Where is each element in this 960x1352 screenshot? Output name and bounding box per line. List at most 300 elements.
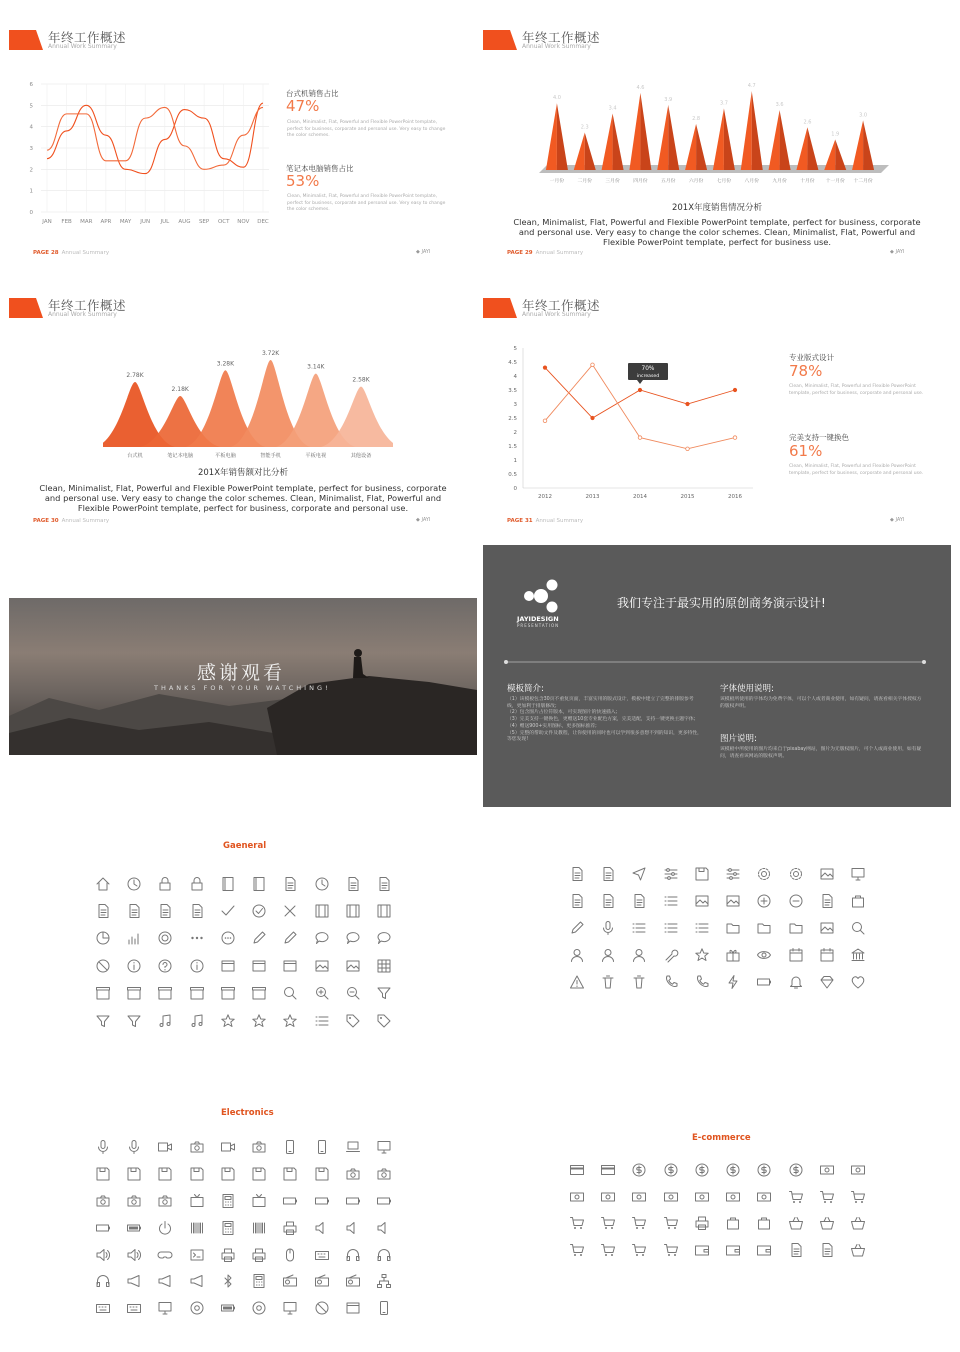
y-tick-label: 0 <box>29 210 33 216</box>
mouse-icon <box>275 1241 306 1268</box>
footer-logo: ◆ JAYI <box>890 249 905 255</box>
cam-icon <box>243 1134 274 1161</box>
list-icon <box>655 914 686 941</box>
cone-bar-shade <box>640 93 651 170</box>
x-tick-label: SEP <box>198 219 210 224</box>
thanks-slide <box>9 598 477 755</box>
minusc-icon <box>780 887 811 914</box>
cash-icon <box>749 1184 780 1211</box>
mobile-icon <box>306 1134 337 1161</box>
y-tick-label: 2.5 <box>508 416 517 422</box>
card-icon <box>592 1157 623 1184</box>
cart-icon <box>655 1210 686 1237</box>
data-label: 3.9 <box>664 96 673 103</box>
data-label: 3.14K <box>307 363 325 371</box>
x-tick-label: MAY <box>119 219 132 224</box>
mic-icon <box>592 914 623 941</box>
eye-icon <box>749 941 780 968</box>
intro-list <box>507 697 703 744</box>
gear-icon <box>749 860 780 887</box>
cone-bar-shade <box>780 110 791 170</box>
radio-icon <box>275 1268 306 1295</box>
windows-icon <box>212 952 243 979</box>
x-tick-label: OCT <box>217 219 230 224</box>
series-line <box>47 107 263 169</box>
cone-bar-shade <box>863 120 874 170</box>
folder-icon <box>780 914 811 941</box>
icon-grid-ecommerce <box>561 1157 874 1263</box>
slide-title: 年终工作概述 <box>522 298 601 313</box>
x-tick-label: 五月份 <box>661 179 676 184</box>
x-tick-label: 2016 <box>728 494 742 500</box>
doc-icon <box>561 887 592 914</box>
cash-icon <box>717 1184 748 1211</box>
x-tick-label: 2015 <box>680 494 695 500</box>
cone-bar-shade <box>696 124 707 170</box>
batfull-icon <box>212 1295 243 1322</box>
data-point <box>733 388 737 392</box>
brand-tagline: PRESENTATION <box>517 623 560 628</box>
monitor-icon <box>369 1134 400 1161</box>
slide-subtitle: Annual Work Summary <box>48 311 117 318</box>
video-icon <box>150 1134 181 1161</box>
x-tick-label: 2014 <box>633 494 647 500</box>
data-point <box>733 436 737 440</box>
term-icon <box>181 1241 212 1268</box>
wallet-icon <box>686 1237 717 1264</box>
x-tick-label: 十月份 <box>800 179 815 184</box>
bank-icon <box>843 941 874 968</box>
zout-icon <box>337 980 368 1007</box>
music-icon <box>150 1007 181 1034</box>
coin-icon <box>655 1157 686 1184</box>
section-title-ecommerce: E-commerce <box>692 1133 751 1143</box>
mobile-icon <box>275 1134 306 1161</box>
filter-icon <box>369 980 400 1007</box>
mic-icon <box>87 1134 118 1161</box>
battery-icon <box>337 1188 368 1215</box>
vol-icon <box>87 1241 118 1268</box>
coin-icon <box>717 1157 748 1184</box>
body-text: Clean, Minimalist, Flat, Powerful and Flexible PowerPoint template, perfect for business, corporate and personal use. Very easy to change the color schemes. Clean, Minimalist, Flat, Powerful and Flexible PowerPoint template, perfect for business, corporate and personal use. <box>39 483 447 513</box>
slide-title: 年终工作概述 <box>48 30 127 45</box>
cone-bar-shade <box>752 91 763 170</box>
x-tick-label: 十二月份 <box>853 179 873 184</box>
cart-icon <box>843 1184 874 1211</box>
kbd-icon <box>118 1295 149 1322</box>
speaker-icon <box>369 1214 400 1241</box>
printer-icon <box>243 1241 274 1268</box>
user-icon <box>624 941 655 968</box>
radio-icon <box>306 1268 337 1295</box>
peak-area-chart <box>103 344 393 462</box>
cone-bar-shade <box>613 114 624 170</box>
kbd-icon <box>306 1241 337 1268</box>
slider-icon <box>655 860 686 887</box>
data-label: 3.6 <box>775 102 784 109</box>
chat-icon <box>369 925 400 952</box>
barcode-icon <box>243 1214 274 1241</box>
music-icon <box>181 1007 212 1034</box>
stat-value-desktop: 47% <box>286 97 320 115</box>
icon-grid-general <box>87 870 400 1034</box>
basket-icon <box>780 1210 811 1237</box>
dots-icon <box>181 925 212 952</box>
y-tick-label: 0.5 <box>508 472 517 478</box>
send-icon <box>624 860 655 887</box>
cone-bar-shade <box>807 127 818 170</box>
stat-desc-color: Clean, Minimalist, Flat, Powerful and Flexible PowerPoint template, perfect for business, corporate and personal use. <box>789 464 924 476</box>
wallet-icon <box>717 1237 748 1264</box>
zin-icon <box>306 980 337 1007</box>
data-label: 2.6 <box>803 119 812 126</box>
page-number: PAGE 31 Annual Summary <box>507 518 584 524</box>
image-icon <box>306 952 337 979</box>
slide-subtitle: Annual Work Summary <box>48 43 117 50</box>
cam-icon <box>181 1134 212 1161</box>
cart-icon <box>655 1237 686 1264</box>
y-tick-label: 5 <box>29 103 33 110</box>
tag-icon <box>369 1007 400 1034</box>
cash-icon <box>811 1157 842 1184</box>
gift-icon <box>717 941 748 968</box>
cash-icon <box>843 1157 874 1184</box>
slide-title: 年终工作概述 <box>522 30 601 45</box>
data-label: 2.8 <box>692 115 701 122</box>
y-tick-label: 1 <box>29 188 33 195</box>
doc-icon <box>811 887 842 914</box>
basket-icon <box>843 1237 874 1264</box>
cone-bar <box>574 132 585 170</box>
y-tick-label: 4 <box>29 124 33 131</box>
plusc-icon <box>749 887 780 914</box>
coin-icon <box>749 1157 780 1184</box>
search-icon <box>275 980 306 1007</box>
intro-line: （1）该模板包含30页不重复页面，丰富实用的版式设计，模板中建立了完整的排版参考线，更加利于排版修改; <box>507 697 694 709</box>
save-icon <box>150 1161 181 1188</box>
kbd-icon <box>87 1295 118 1322</box>
checkc-icon <box>243 897 274 924</box>
clock-icon <box>306 870 337 897</box>
printer-icon <box>212 1241 243 1268</box>
data-label: 1.9 <box>831 131 840 138</box>
phone-icon <box>686 968 717 995</box>
x-tick-label: AUG <box>178 219 191 224</box>
cone-bar <box>602 114 613 170</box>
tv-icon <box>181 1188 212 1215</box>
font-text: 该模板所使用的字体均为免费字体，可以个人或者商业使用，如有疑问，请查看相关字体授权方的版权声明。 <box>720 697 922 709</box>
save-icon <box>118 1161 149 1188</box>
x-tick-label: JUN <box>140 219 151 224</box>
folder-icon <box>717 914 748 941</box>
headline: 我们专注于最实用的原创商务演示设计! <box>617 596 826 610</box>
info-icon <box>118 952 149 979</box>
cash-icon <box>561 1184 592 1211</box>
cone-bar <box>741 91 752 170</box>
data-label: 4.7 <box>747 83 756 90</box>
bag-icon <box>717 1210 748 1237</box>
battery-icon <box>749 968 780 995</box>
doc-icon <box>592 887 623 914</box>
cart-icon <box>592 1237 623 1264</box>
stat-value-layout: 78% <box>789 362 823 380</box>
battery-icon <box>87 1214 118 1241</box>
slide-28 <box>9 30 477 294</box>
about-slide <box>483 545 951 807</box>
list-icon <box>624 914 655 941</box>
page-number: PAGE 30 Annual Summary <box>33 518 110 524</box>
x-tick-label: 十一月份 <box>825 179 845 184</box>
windows-icon <box>275 952 306 979</box>
cart-icon <box>561 1237 592 1264</box>
cone-bar <box>657 105 668 170</box>
speaker-icon <box>337 1214 368 1241</box>
mega-icon <box>150 1268 181 1295</box>
page-number: PAGE 28 Annual Summary <box>33 250 110 256</box>
box-icon <box>212 980 243 1007</box>
x-tick-label: JUL <box>160 219 170 224</box>
thanks-title: 感谢观看 <box>197 662 286 684</box>
x-tick-label: 平板电脑 <box>215 453 236 459</box>
chrome-icon <box>243 1295 274 1322</box>
data-point <box>543 419 547 423</box>
x-tick-label: 笔记本电脑 <box>167 453 194 459</box>
folder-icon <box>749 914 780 941</box>
cam-icon <box>369 1161 400 1188</box>
x-tick-label: 七月份 <box>716 179 732 184</box>
monitor-icon <box>275 1295 306 1322</box>
doc-icon <box>561 860 592 887</box>
monitor-icon <box>150 1295 181 1322</box>
cash-icon <box>624 1184 655 1211</box>
cross-icon <box>275 897 306 924</box>
cone-bar <box>824 139 835 170</box>
y-tick-label: 2 <box>29 167 33 174</box>
list-icon <box>686 914 717 941</box>
intro-title: 模板简介: <box>507 684 544 694</box>
image-icon <box>686 887 717 914</box>
y-tick-label: 3.5 <box>508 388 517 394</box>
chat-icon <box>337 925 368 952</box>
x-tick-label: MAR <box>80 219 93 224</box>
cone-bar <box>629 93 640 170</box>
bag-icon <box>843 887 874 914</box>
bag-icon <box>749 1210 780 1237</box>
mega-icon <box>118 1268 149 1295</box>
stat-label-laptop: 笔记本电脑销售占比 <box>286 164 354 173</box>
film-icon <box>306 897 337 924</box>
coin-icon <box>686 1157 717 1184</box>
image-icon <box>811 860 842 887</box>
printer-icon <box>275 1214 306 1241</box>
thanks-subtitle: THANKS FOR YOUR WATCHING! <box>154 684 331 692</box>
chrome-icon <box>181 1295 212 1322</box>
tv-icon <box>243 1188 274 1215</box>
home-icon <box>87 870 118 897</box>
callout-pointer <box>637 380 643 384</box>
font-title: 字体使用说明: <box>720 684 774 694</box>
pad-icon <box>150 1241 181 1268</box>
cash-icon <box>655 1184 686 1211</box>
doc-icon <box>87 897 118 924</box>
data-label: 3.4 <box>608 105 617 112</box>
header-accent-bar <box>9 30 43 50</box>
basket-icon <box>811 1210 842 1237</box>
save-icon <box>212 1161 243 1188</box>
slide-subtitle: Annual Work Summary <box>522 311 591 318</box>
list-icon <box>655 887 686 914</box>
stat-desc-layout: Clean, Minimalist, Flat, Powerful and Flexible PowerPoint template, perfect for business, corporate and personal use. <box>789 384 924 396</box>
footer-logo: ◆ JAYI <box>890 517 905 523</box>
data-point <box>591 363 595 367</box>
doc-icon <box>780 1237 811 1264</box>
battery-icon <box>369 1188 400 1215</box>
data-label: 2.18K <box>171 386 189 394</box>
vol-icon <box>118 1241 149 1268</box>
x-tick-label: 一月份 <box>549 179 565 184</box>
cart-icon <box>624 1237 655 1264</box>
calc-icon <box>243 1268 274 1295</box>
y-tick-label: 3 <box>29 146 33 152</box>
data-point <box>686 447 690 451</box>
calc-icon <box>212 1214 243 1241</box>
x-tick-label: 2012 <box>538 494 552 500</box>
cone-bar <box>713 108 724 170</box>
lock-icon <box>181 870 212 897</box>
cone-bar-shade <box>724 108 735 170</box>
mega-icon <box>181 1268 212 1295</box>
y-tick-label: 2 <box>513 430 517 436</box>
phone-icon <box>655 968 686 995</box>
stat-label-color: 完美支持一键换色 <box>789 433 849 442</box>
cart-icon <box>592 1210 623 1237</box>
star-icon <box>275 1007 306 1034</box>
slide-title: 年终工作概述 <box>48 298 127 313</box>
doc-icon <box>181 897 212 924</box>
y-tick-label: 1.5 <box>508 444 517 450</box>
star-icon <box>686 941 717 968</box>
save-icon <box>306 1161 337 1188</box>
intro-line: （5）完整的帮助文件及教程，让你使用的同时也可以学到很多意想不到的知识，更多特性，等您发现! <box>507 730 702 743</box>
divider-line <box>503 659 927 665</box>
heart-icon <box>843 968 874 995</box>
book-icon <box>212 870 243 897</box>
x-tick-label: 九月份 <box>772 179 787 184</box>
save-icon <box>181 1161 212 1188</box>
wave-line-chart <box>27 78 277 224</box>
head-icon <box>369 1241 400 1268</box>
dotsc-icon <box>212 925 243 952</box>
intro-line: （4）赠送900+实用图标，更多图标推荐; <box>507 723 597 729</box>
doc-icon <box>624 887 655 914</box>
stat-value-laptop: 53% <box>286 172 320 190</box>
coin-icon <box>624 1157 655 1184</box>
cone-bar <box>769 110 780 170</box>
clock-icon <box>118 870 149 897</box>
basket-icon <box>843 1210 874 1237</box>
section-title-general: Gaeneral <box>223 841 267 851</box>
doc-icon <box>337 870 368 897</box>
intro-line: （2）包含图片占位符版本，可实现图片的快速插入; <box>507 710 618 716</box>
chart-caption: 201X年度销售情况分析 <box>671 203 763 213</box>
cart-icon <box>780 1184 811 1211</box>
bolt-icon <box>717 968 748 995</box>
cam-icon <box>118 1188 149 1215</box>
data-label: 2.3 <box>580 124 589 131</box>
bell-icon <box>780 968 811 995</box>
data-label: 3.7 <box>719 100 728 107</box>
header-accent-bar <box>483 30 517 50</box>
box-icon <box>150 980 181 1007</box>
cone-bar-shade <box>585 132 596 170</box>
windows-icon <box>243 952 274 979</box>
box-icon <box>243 980 274 1007</box>
doc-icon <box>118 897 149 924</box>
save-icon <box>275 1161 306 1188</box>
data-label: 2.58K <box>352 376 370 384</box>
filter-icon <box>87 1007 118 1034</box>
cart-icon <box>811 1184 842 1211</box>
pencil-icon <box>275 925 306 952</box>
printer-icon <box>686 1210 717 1237</box>
head-icon <box>87 1268 118 1295</box>
slider-icon <box>717 860 748 887</box>
doc-icon <box>592 860 623 887</box>
footer-logo: ◆ JAYI <box>416 517 431 523</box>
video-icon <box>212 1134 243 1161</box>
brand-name: JAYIDESIGN <box>517 615 559 623</box>
ring-icon <box>150 925 181 952</box>
section-title-electronics: Electronics <box>221 1108 274 1118</box>
bt-icon <box>212 1268 243 1295</box>
batfull-icon <box>118 1214 149 1241</box>
calc-icon <box>212 1188 243 1215</box>
data-point <box>638 388 642 392</box>
y-tick-label: 1 <box>513 458 517 464</box>
data-label: 3.72K <box>261 350 280 357</box>
x-tick-label: 平板电视 <box>305 453 327 459</box>
windows-icon <box>337 1295 368 1322</box>
year-line-chart <box>503 342 763 502</box>
slide-subtitle: Annual Work Summary <box>522 43 591 50</box>
x-tick-label: 2013 <box>585 494 600 500</box>
star-icon <box>243 1007 274 1034</box>
info-icon <box>181 952 212 979</box>
grid-icon <box>369 952 400 979</box>
y-tick-label: 6 <box>29 82 33 88</box>
chart-caption: 201X年销售额对比分析 <box>197 468 289 478</box>
user-icon <box>592 941 623 968</box>
x-tick-label: NOV <box>237 219 250 224</box>
data-point <box>685 402 689 406</box>
pie-icon <box>87 925 118 952</box>
data-point <box>590 416 594 420</box>
cone-bar <box>796 127 807 170</box>
monitor-icon <box>843 860 874 887</box>
film-icon <box>337 897 368 924</box>
image-icon <box>337 952 368 979</box>
q-icon <box>150 952 181 979</box>
coin-icon <box>780 1157 811 1184</box>
list-icon <box>306 1007 337 1034</box>
image-text: 该模板中所使用的图片均来自于pixabay网站，图片为无版权图片，可个人或商业使用，如有疑问，请查看该网站的版权声明。 <box>720 747 922 759</box>
search-icon <box>843 914 874 941</box>
card-icon <box>561 1157 592 1184</box>
callout-value: 70% <box>641 366 655 372</box>
cam-icon <box>337 1161 368 1188</box>
star-icon <box>212 1007 243 1034</box>
tag-icon <box>337 1007 368 1034</box>
